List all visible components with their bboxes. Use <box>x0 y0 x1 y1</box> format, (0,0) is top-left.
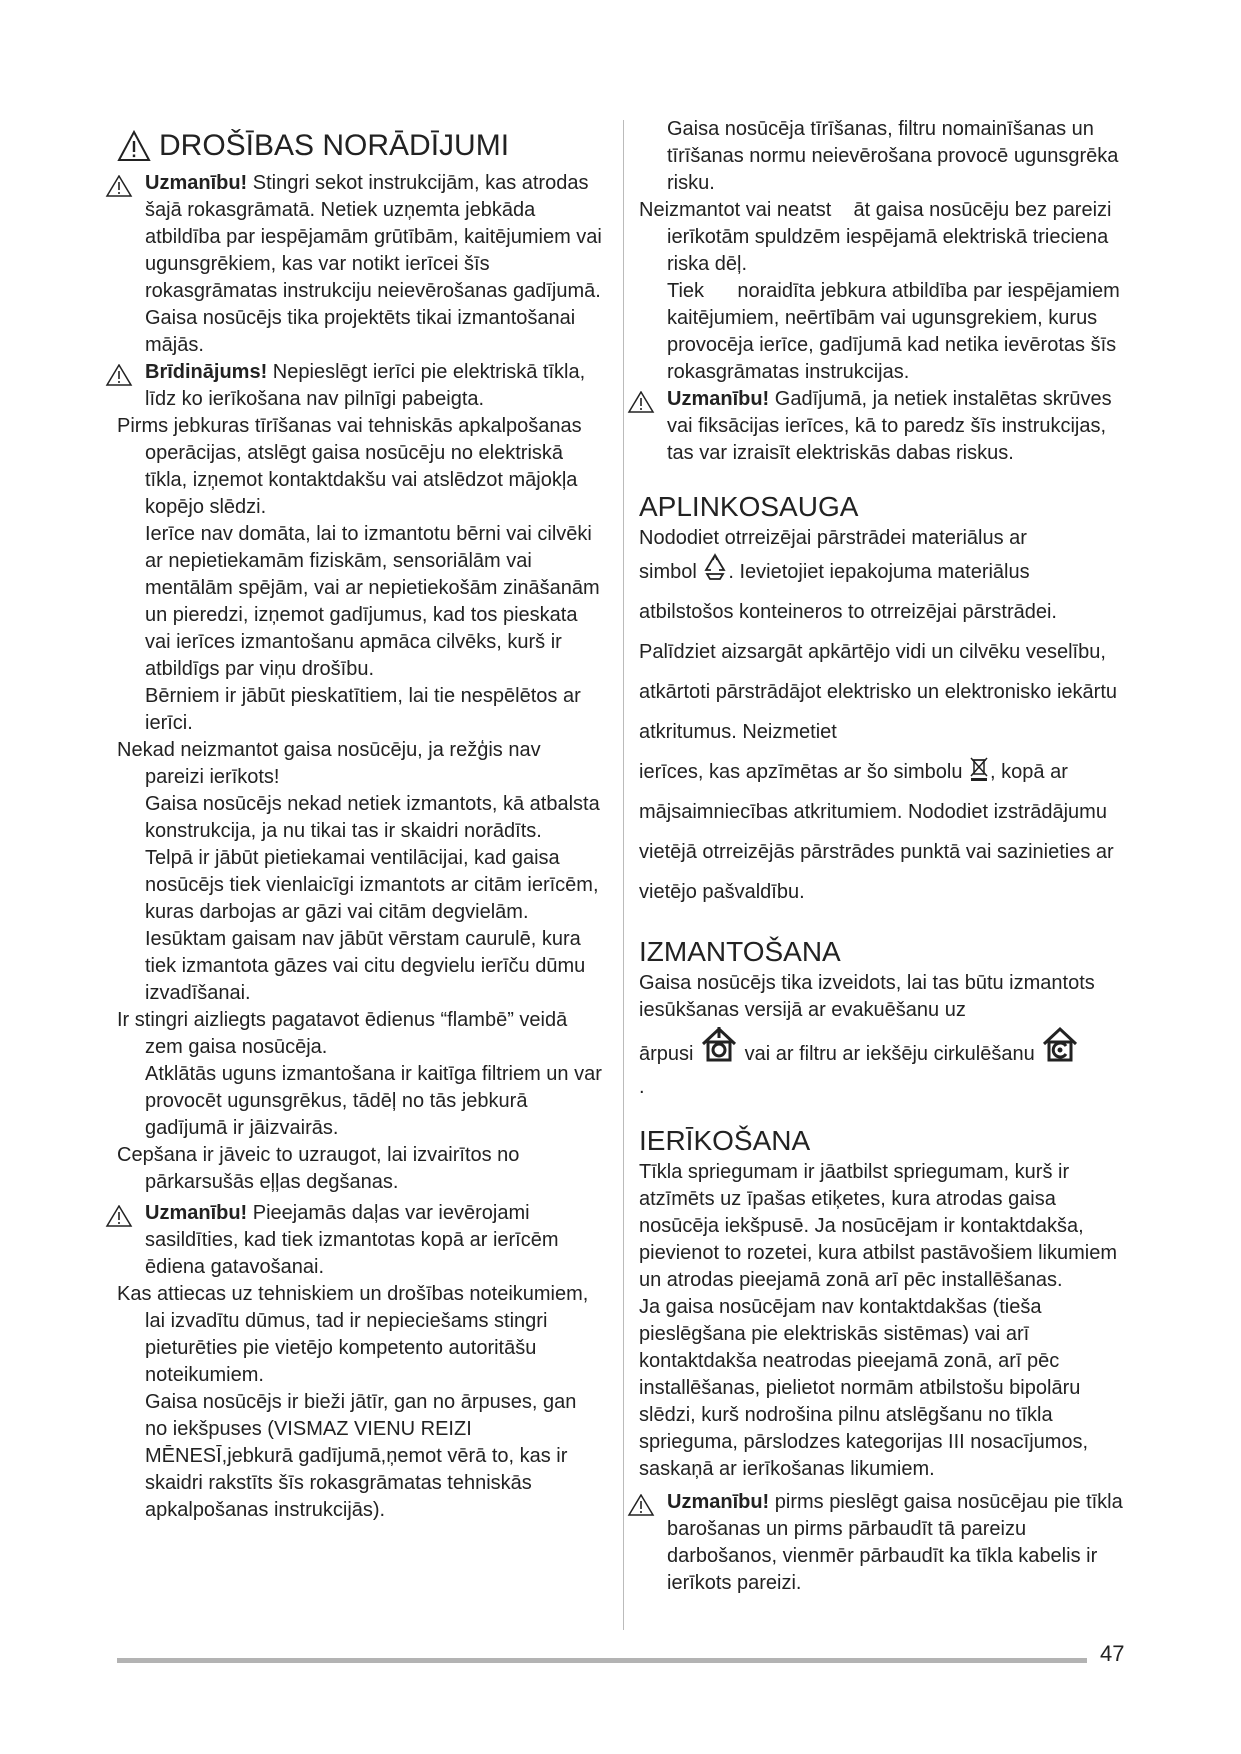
safety-caution-13 <box>117 1200 602 1281</box>
safety-caution-1 <box>117 170 602 359</box>
warning-icon <box>105 364 133 386</box>
environment-heading: APLINKOSAUGA <box>639 491 859 522</box>
left-column <box>117 128 602 1524</box>
right-column <box>639 116 1124 1597</box>
caution-label: Uzmanību! <box>667 1491 770 1513</box>
usage-line: . <box>639 1076 645 1098</box>
usage-line: ārpusi <box>639 1043 694 1065</box>
environment-line: . Ievietojiet iepakojuma materiālus atbilstošos konteineros to otrreizējai pārstrādei. Palīdziet aizsargāt apkārtējo vidi un cilvēku veselību, atkārtoti pārstrādājot elektrisko un elektronisko iekārtu atkritumus. Neizmetiet <box>639 561 1118 743</box>
caution-label: Uzmanību! <box>667 388 770 410</box>
environment-text <box>639 525 1124 912</box>
warning-icon <box>105 1205 133 1227</box>
warning-label: Brīdinājums! <box>145 361 268 383</box>
safety-paragraph: Cepšana ir jāveic to uzraugot, lai izvairītos no pārkarsušās eļļas degšanas. <box>117 1144 520 1193</box>
warning-icon <box>105 175 133 197</box>
safety-warning-2 <box>117 359 602 413</box>
environment-line: simbol <box>639 561 697 583</box>
usage-line: vai ar filtru ar iekšēju cirkulēšanu <box>744 1043 1035 1065</box>
safety-paragraph: Gaisa nosūcēja tīrīšanas, filtru nomainīšanas un tīrīšanas normu neievērošana provocē ugunsgrēka risku. <box>667 118 1119 194</box>
footer-rule <box>117 1658 1087 1663</box>
recirculation-mode-icon <box>1040 1024 1080 1064</box>
environment-line: , kopā ar mājsaimniecības atkritumiem. Nododiet izstrādājumu vietējā otrreizējās pārstrādes punktā vai sazinieties ar vietējo pašvaldību. <box>639 761 1114 903</box>
safety-title: DROŠĪBAS NORĀDĪJUMI <box>159 129 510 162</box>
safety-paragraph: Pirms jebkuras tīrīšanas vai tehniskās apkalpošanas operācijas, atslēgt gaisa nosūcēju no elektriskā tīkla, izņemot kontaktdakšu vai atslēdzot mājokļa kopējo slēdzi. <box>117 415 582 518</box>
installation-paragraph: Ja gaisa nosūcējam nav kontaktdakšas (tieša pieslēgšana pie elektriskās sistēmas) vai arī kontaktdakša neatrodas pieejamā zonā, arī pēc installēšanas, pielietot normām atbilstošu bipolāru slēdzi, kurš nodrošina pilnu atslēgšanu no tīkla sprieguma, pārslodzes kategorijas III nosacījumos, saskaņā ar ierīkošanas likumiem. <box>639 1296 1089 1480</box>
caution-label: Uzmanību! <box>145 172 248 194</box>
safety-paragraph: Gaisa nosūcējs ir bieži jātīr, gan no ārpuses, gan no iekšpuses (VISMAZ VIENU REIZI MĒNESĪ,jebkurā gadījumā,ņemot vērā to, kas ir skaidri rakstīts šīs rokasgrāmatas tehniskās apkalpošanas instrukcijās). <box>145 1391 577 1521</box>
safety-paragraph: Kas attiecas uz tehniskiem un drošības noteikumiem, lai izvadītu dūmus, tad ir nepieciešams stingri pieturēties pie vietējo kompetento autoritāšu noteikumiem. <box>117 1283 589 1386</box>
recycling-icon <box>702 552 728 582</box>
warning-text: Nepieslēgt ierīci pie elektriskā tīkla, līdz ko ierīkošana nav pilnīgi pabeigta. <box>145 361 586 410</box>
usage-line: Gaisa nosūcējs tika izveidots, lai tas būtu izmantots iesūkšanas versijā ar evakuēšanu uz <box>639 972 1095 1021</box>
column-divider <box>623 120 624 1630</box>
usage-text <box>639 970 1124 1101</box>
installation-heading: IERĪKOŠANA <box>639 1125 811 1156</box>
page-number: 47 <box>1100 1641 1125 1666</box>
safety-paragraph: Iesūktam gaisam nav jābūt vērstam caurulē, kura tiek izmantota gāzes vai citu degvielu ierīču dūmu izvadīšanai. <box>145 928 586 1004</box>
caution-text: pirms pieslēgt gaisa nosūcējau pie tīkla barošanas un pirms pārbaudīt tā pareizu darbošanos, vienmēr pārbaudīt ka tīkla kabelis ir ierīkots pareizi. <box>667 1491 1123 1594</box>
safety-paragraph: Ir stingri aizliegts pagatavot ēdienus “flambē” veidā zem gaisa nosūcēja. <box>117 1009 568 1058</box>
safety-paragraph: Bērniem ir jābūt pieskatītiem, lai tie nespēlētos ar ierīci. <box>145 685 581 734</box>
installation-paragraph: Tīkla spriegumam ir jāatbilst spriegumam, kurš ir atzīmēts uz īpašas etiķetes, kura atrodas gaisa nosūcēja iekšpusē. Ja nosūcējam ir kontaktdakša, pievienot to rozetei, kura atbilst pastāvošiem likumiem un atrodas pieejamā zonā arī pēc installēšanas. <box>639 1161 1117 1291</box>
safety-caution-19 <box>639 386 1124 467</box>
caution-text: Stingri sekot instrukcijām, kas atrodas šajā rokasgrāmatā. Netiek uzņemta jebkāda atbildība par iespējamām grūtībām, kaitējumiem vai ugunsgrēkiem, kas var notikt ierīcei šīs rokasgrāmatas instrukciju neievērošanas gadījumā. Gaisa nosūcējs tika projektēts tikai izmantošanai mājās. <box>145 172 602 356</box>
usage-heading: IZMANTOŠANA <box>639 936 841 967</box>
safety-paragraph: Gaisa nosūcējs nekad netiek izmantots, kā atbalsta konstrukcija, ja nu tikai tas ir skaidri norādīts. <box>145 793 600 842</box>
environment-line: ierīces, kas apzīmētas ar šo simbolu <box>639 761 963 783</box>
safety-paragraph: Neizmantot vai neatst āt gaisa nosūcēju bez pareizi ierīkotām spuldzēm iespējamā elektriskā trieciena riska dēļ. <box>639 199 1118 275</box>
safety-heading <box>117 128 602 164</box>
safety-paragraph: Atklātās uguns izmantošana ir kaitīga filtriem un var provocēt ugunsgrēkus, tādēļ no tās jebkurā gadījumā ir jāizvairās. <box>145 1063 602 1139</box>
warning-icon <box>627 1494 655 1516</box>
crossed-bin-icon <box>968 756 990 782</box>
caution-text: Pieejamās daļas var ievērojami sasildīties, kad tiek izmantotas kopā ar ierīcēm ēdiena gatavošanai. <box>145 1202 559 1278</box>
safety-paragraph: Ierīce nav domāta, lai to izmantotu bērni vai cilvēki ar nepietiekamām fiziskām, sensoriālām vai mentālām spējām, vai ar nepietiekošām zināšanām un pieredzi, izņemot gadījumus, kad tos pieskata vai ierīces izmantošanu apmāca cilvēks, kurš ir atbildīgs par viņu drošību. <box>145 523 600 680</box>
warning-icon <box>627 391 655 413</box>
environment-line: Nododiet otrreizējai pārstrādei materiālus ar <box>639 527 1027 549</box>
safety-paragraph: Tiek noraidīta jebkura atbildība par iespējamiem kaitējumiem, neērtībām vai ugunsgrekiem, kurus provocēja ierīce, gadījumā kad netika ievērotas šīs rokasgrāmatas instrukcijas. <box>667 280 1126 383</box>
warning-icon <box>117 130 151 162</box>
extraction-mode-icon <box>699 1024 739 1064</box>
safety-paragraph: Nekad neizmantot gaisa nosūcēju, ja režģis nav pareizi ierīkots! <box>117 739 541 788</box>
caution-label: Uzmanību! <box>145 1202 248 1224</box>
installation-caution <box>639 1489 1124 1597</box>
safety-paragraph: Telpā ir jābūt pietiekamai ventilācijai, kad gaisa nosūcējs tiek vienlaicīgi izmantots ar citām ierīcēm, kuras darbojas ar gāzi vai citām degvielām. <box>145 847 599 923</box>
caution-text: Gadījumā, ja netiek instalētas skrūves vai fiksācijas ierīces, kā to paredz šīs instrukcijas, tas var izraisīt elektriskās dabas riskus. <box>667 388 1112 464</box>
